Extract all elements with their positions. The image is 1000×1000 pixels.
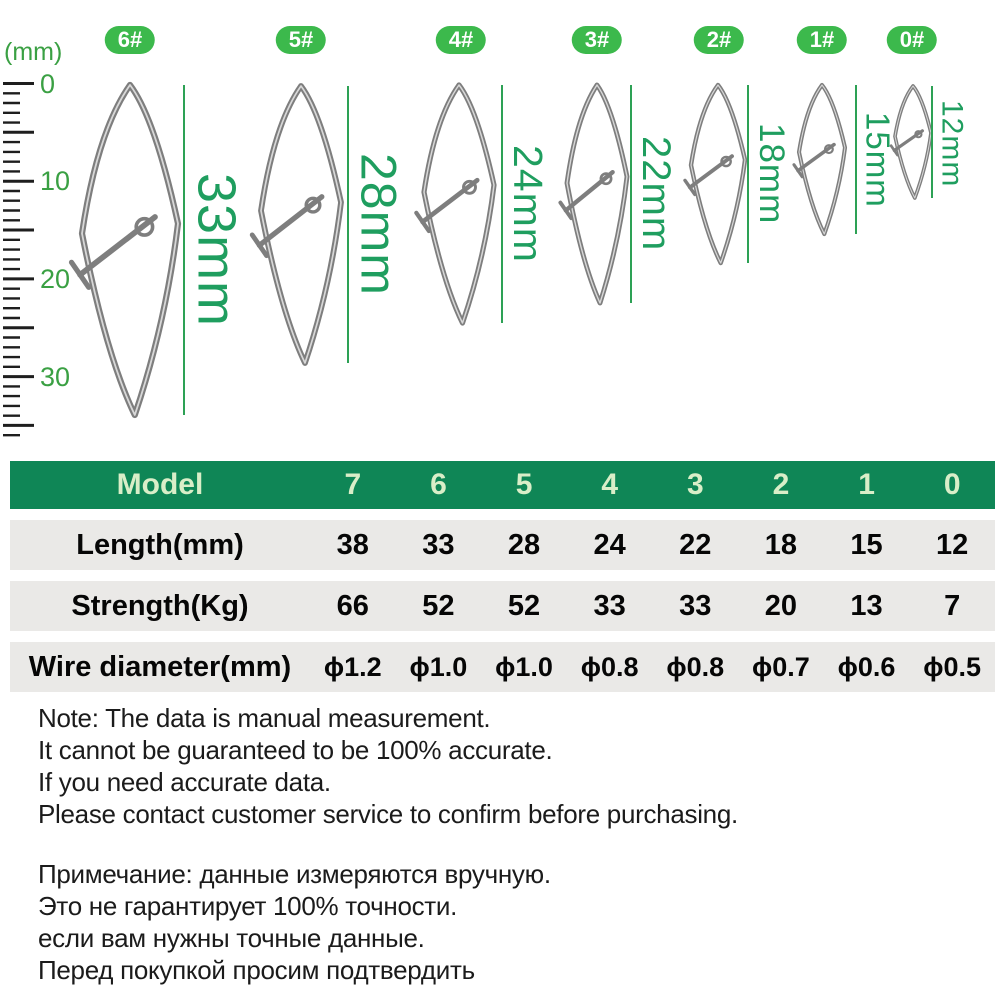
model-col-2: 2 — [772, 468, 790, 501]
length-label-24mm: 24mm — [505, 145, 552, 263]
note-line: Перед покупкой просим подтвердить — [38, 955, 475, 985]
snap-clip-illustration-0 — [72, 85, 185, 415]
length-label-22mm: 22mm — [634, 136, 678, 252]
length-label-15mm: 15mm — [859, 111, 897, 208]
size-badge-6: 6# — [105, 26, 155, 54]
snap-clip-illustration-1 — [252, 86, 348, 363]
strength-value: 20 — [764, 589, 798, 622]
note-line: Note: The data is manual measurement. — [38, 703, 491, 733]
row-label-length: Length(mm) — [76, 528, 244, 561]
strength-value: 7 — [944, 589, 961, 622]
snap-clip-illustration-2 — [416, 85, 502, 323]
wire-diameter-value: ϕ0.8 — [666, 651, 725, 682]
ruler-label-20: 20 — [40, 264, 71, 294]
note-line: Примечание: данные измеряются вручную. — [38, 859, 551, 889]
table-header-row — [10, 461, 995, 509]
model-col-1: 1 — [858, 468, 875, 501]
snap-clip-illustration-4 — [685, 85, 748, 263]
table-row-strength — [10, 581, 995, 631]
length-value: 22 — [679, 528, 712, 561]
wire-diameter-value: ϕ0.8 — [580, 651, 639, 682]
notes-english — [38, 702, 738, 830]
row-label-wire-diameter: Wire diameter(mm) — [28, 650, 292, 683]
size-badge-1: 1# — [797, 26, 847, 54]
model-col-5: 5 — [515, 468, 533, 501]
strength-value: 66 — [336, 589, 369, 622]
length-label-28mm: 28mm — [350, 153, 407, 296]
table-header-model: Model — [116, 468, 204, 501]
length-value: 15 — [850, 528, 883, 561]
size-badge-3: 3# — [572, 26, 622, 54]
size-badge-2: 2# — [694, 26, 744, 54]
note-line: If you need accurate data. — [38, 767, 331, 797]
length-label-33mm: 33mm — [186, 172, 247, 328]
size-badge-4: 4# — [436, 26, 486, 54]
wire-diameter-value: ϕ1.0 — [409, 651, 468, 682]
strength-value: 33 — [679, 589, 712, 622]
note-line: It cannot be guaranteed to be 100% accurate. — [38, 735, 553, 765]
length-value: 33 — [422, 528, 455, 561]
wire-diameter-value: ϕ0.6 — [837, 651, 896, 682]
table-row-wire-diameter — [10, 642, 995, 692]
size-badge-5: 5# — [276, 26, 326, 54]
strength-value: 52 — [507, 589, 541, 622]
model-col-4: 4 — [601, 468, 619, 501]
strength-value: 13 — [850, 589, 883, 622]
notes-russian — [38, 858, 551, 986]
ruler-and-clips-figure — [0, 0, 1000, 456]
note-line: Это не гарантирует 100% точности. — [38, 891, 458, 921]
length-value: 24 — [593, 528, 626, 561]
ruler-label-0: 0 — [40, 69, 56, 99]
wire-diameter-value: ϕ0.7 — [752, 651, 810, 682]
snap-clip-illustration-3 — [560, 85, 631, 303]
row-label-strength: Strength(Kg) — [71, 589, 249, 622]
strength-value: 52 — [422, 589, 455, 622]
length-value: 12 — [936, 528, 969, 561]
snap-clip-illustration-6 — [891, 86, 932, 198]
note-line: Please contact customer service to confirm before purchasing. — [38, 799, 738, 829]
ruler-label-10: 10 — [40, 166, 71, 196]
length-label-12mm: 12mm — [935, 100, 969, 188]
size-badge-0: 0# — [887, 26, 937, 54]
snap-clip-illustration-5 — [794, 85, 856, 234]
wire-diameter-value: ϕ1.2 — [323, 651, 382, 682]
length-label-18mm: 18mm — [751, 123, 791, 225]
model-col-0: 0 — [943, 468, 961, 501]
length-value: 38 — [336, 528, 369, 561]
length-value: 18 — [764, 528, 798, 561]
note-line: если вам нужны точные данные. — [38, 923, 425, 953]
table-row-length — [10, 520, 995, 570]
model-col-3: 3 — [686, 468, 704, 501]
wire-diameter-value: ϕ0.5 — [923, 651, 982, 682]
wire-diameter-value: ϕ1.0 — [495, 651, 553, 682]
length-value: 28 — [507, 528, 541, 561]
model-col-6: 6 — [430, 468, 447, 501]
model-col-7: 7 — [344, 468, 362, 501]
ruler-unit-label: (mm) — [4, 38, 63, 66]
ruler-label-30: 30 — [40, 362, 71, 392]
spec-table — [10, 461, 995, 703]
strength-value: 33 — [593, 589, 626, 622]
